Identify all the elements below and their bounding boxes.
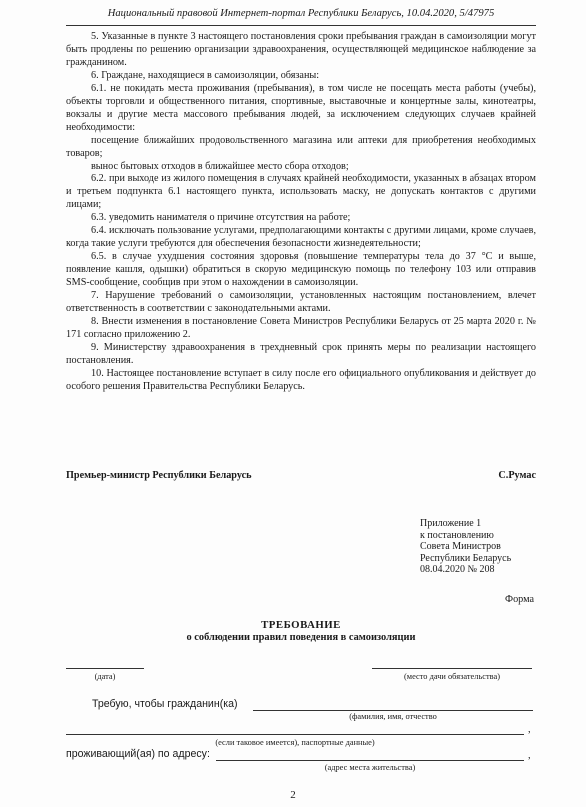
- paragraph-10: 10. Настоящее постановление вступает в силу после его официального опубликования и действует до особого решения Правительства Республики Беларусь.: [66, 367, 536, 392]
- header-rule: [66, 25, 536, 26]
- address-line: [216, 760, 524, 761]
- signature-position: Премьер-министр Республики Беларусь: [66, 470, 252, 481]
- paragraph-5: 5. Указанные в пункте 3 настоящего постановления сроки пребывания граждан в самоизоляции могут быть продлены по решению организации здравоохранения, осуществляющей медицинское наблюдение за гражданином.: [66, 31, 536, 68]
- form-label: Форма: [505, 594, 534, 605]
- paragraph-6-1-b: вынос бытовых отходов в ближайшее место сбора отходов;: [91, 160, 349, 172]
- paragraph-6-3: 6.3. уведомить нанимателя о причине отсутствия на работе;: [91, 212, 351, 224]
- address-comma: ,: [528, 750, 531, 761]
- paragraph-6-1-a: посещение ближайших продовольственного магазина или аптеки для приобретения необходимых товаров;: [66, 134, 536, 159]
- fio-line: [253, 710, 533, 711]
- decree-body: [66, 31, 536, 394]
- form-subtitle: о соблюдении правил поведения в самоизоляции: [186, 632, 416, 643]
- paragraph-6-5: 6.5. в случае ухудшения состояния здоровья (повышение температуры тела до 37 °С и выше, появление кашля, одышки) обратиться в скорую медицинскую помощь по телефону 103 или отправив SMS-сообщение, сообщив при этом о нахождении в самоизоляции.: [66, 251, 536, 289]
- fio-caption: (фамилия, имя, отчество: [349, 712, 437, 721]
- page-number: 2: [290, 789, 296, 801]
- appendix-line: Совета Министров: [420, 541, 501, 553]
- passport-caption: (если таковое имеется), паспортные данные): [215, 738, 375, 747]
- place-line: [372, 668, 532, 669]
- appendix-line: к постановлению: [420, 529, 494, 541]
- appendix-line: Республики Беларусь: [420, 552, 512, 564]
- appendix-block: [420, 518, 540, 576]
- portal-header: Национальный правовой Интернет-портал Республики Беларусь, 10.04.2020, 5/47975: [107, 8, 495, 19]
- form-title: ТРЕБОВАНИЕ: [261, 619, 341, 631]
- paragraph-9: 9. Министерству здравоохранения в трехдневный срок принять меры по реализации настоящего постановления.: [66, 341, 536, 366]
- address-label: проживающий(ая) по адресу:: [66, 748, 210, 760]
- appendix-line: Приложение 1: [420, 518, 482, 529]
- paragraph-6: 6. Граждане, находящиеся в самоизоляции, обязаны:: [91, 69, 320, 81]
- passport-comma: ,: [528, 724, 531, 735]
- paragraph-6-4: 6.4. исключать пользование услугами, предполагающими контакты с другими лицами, кроме случаев, когда такие услуги требуются для обеспечения безопасности жизнедеятельности;: [66, 225, 536, 250]
- date-line: [66, 668, 144, 669]
- signature-name: С.Румас: [498, 470, 536, 481]
- date-caption: (дата): [94, 672, 116, 681]
- address-caption: (адрес места жительства): [324, 763, 416, 772]
- passport-line: [66, 734, 524, 735]
- paragraph-7: 7. Нарушение требований о самоизоляции, установленных настоящим постановлением, влечет ответственность в соответствии с законодательными актами.: [66, 290, 536, 315]
- paragraph-6-2: 6.2. при выходе из жилого помещения в случаях крайней необходимости, указанных в абзацах втором и третьем подпункта 6.1 настоящего пункта, использовать маску, не допускать контактов с другими лицами;: [66, 173, 536, 211]
- require-label: Требую, чтобы гражданин(ка): [92, 698, 238, 710]
- paragraph-8: 8. Внести изменения в постановление Совета Министров Республики Беларусь от 25 марта 2020 г. № 171 согласно приложению 2.: [66, 315, 536, 340]
- place-caption: (место дачи обязательства): [404, 672, 500, 681]
- paragraph-6-1: 6.1. не покидать места проживания (пребывания), в том числе не посещать места работы (учебы), объекты торговли и общественного питания, спортивные, выставочные и концертные залы, кинотеатры, вокзалы и другие места массового пребывания людей, за исключением следующих случаев крайней необходимости:: [66, 82, 536, 133]
- appendix-line: 08.04.2020 № 208: [420, 564, 495, 576]
